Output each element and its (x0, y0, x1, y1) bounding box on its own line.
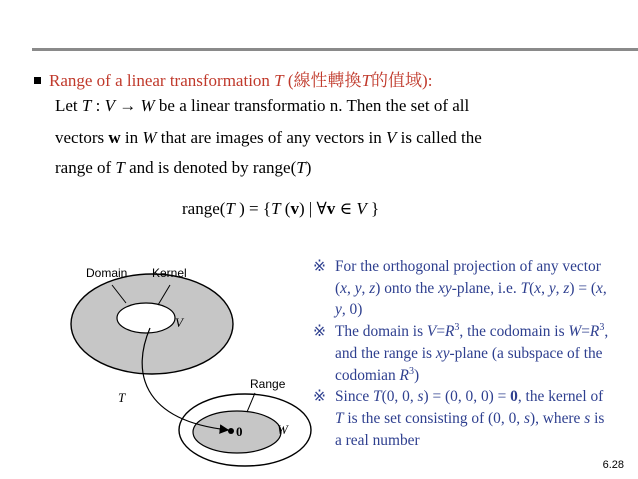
note-text: xy (435, 344, 450, 362)
note-text: 3 (454, 321, 460, 333)
title-close: ): (422, 71, 433, 90)
note-text: 0 (510, 388, 518, 406)
note-text: For the orthogonal projection of any vector ( (335, 258, 601, 297)
formula-vector: v (290, 199, 299, 218)
note-text: R (589, 323, 600, 341)
note-text: z (563, 279, 570, 297)
zero-label: 0 (236, 424, 243, 439)
range-label: Range (250, 377, 286, 391)
note-text: W (568, 323, 582, 341)
note-text: T (520, 279, 530, 297)
def-text: is called the (396, 128, 482, 147)
note-text: x (340, 279, 347, 297)
note-text: y (335, 301, 342, 319)
arrow-symbol: → (115, 96, 141, 115)
note-text: ), where (529, 409, 585, 427)
def-text: that are images of any vectors in (156, 128, 386, 147)
def-vector: w (108, 128, 121, 147)
def-text: and is denoted by range( (124, 158, 297, 177)
title-chinese-2: 的值域 (371, 71, 423, 90)
def-symbol: T (115, 158, 125, 177)
note-text: ) = (0, 0, 0) = (423, 388, 511, 406)
def-text: Let (55, 96, 82, 115)
note-text: y (548, 279, 556, 297)
note-mark-icon: ※ (313, 258, 326, 275)
note-mark-icon: ※ (313, 388, 326, 406)
note-text: The domain is (335, 323, 427, 341)
note-text: ) onto the (375, 279, 439, 297)
note-text: -plane, i.e. (451, 279, 521, 297)
note-text: x (534, 279, 542, 297)
W-label: W (277, 422, 288, 437)
note-text: , (541, 279, 549, 297)
def-text: in (120, 128, 143, 147)
def-text: be a linear transformatio n. Then the set of all (154, 96, 470, 115)
note-text: R (445, 323, 455, 341)
note-mark-icon: ※ (313, 323, 326, 341)
title-symbol: T (274, 71, 284, 90)
note-text: z (369, 279, 376, 297)
domain-label: Domain (86, 266, 128, 280)
note-item (313, 321, 613, 386)
page-number: 6.28 (602, 459, 624, 471)
note-text: is a real number (335, 409, 605, 449)
formula-vector: v (326, 199, 336, 218)
note-text: 3 (599, 321, 605, 333)
def-symbol: V (385, 128, 397, 147)
note-text: = (581, 323, 590, 341)
def-symbol: W (142, 128, 157, 147)
formula-text: range( (182, 199, 226, 218)
def-symbol: T (81, 96, 92, 115)
note-text: (0, 0, (381, 388, 418, 406)
formula-text: ) | ∀ (298, 199, 327, 218)
note-text: -plane (a subspace of the codomian (335, 344, 603, 384)
note-text: s (584, 409, 591, 427)
def-text: vectors (55, 128, 109, 147)
note-item (313, 256, 613, 321)
note-text: R (399, 366, 409, 384)
note-text: , the codomain is (459, 323, 569, 341)
formula-symbol: V (356, 199, 367, 218)
def-text: ) (305, 158, 312, 177)
note-text: ) = ( (569, 279, 596, 297)
notes-list (313, 256, 613, 451)
def-text: range of (55, 158, 116, 177)
note-text: , (555, 279, 564, 297)
kernel-label: Kernel (152, 266, 187, 280)
note-text: , 0) (341, 301, 363, 319)
note-text: , (346, 279, 355, 297)
note-text: , the kernel of (517, 388, 604, 406)
note-item (313, 386, 613, 451)
formula-text: ( (280, 199, 291, 218)
note-text: , (602, 279, 607, 297)
note-text: = (436, 323, 445, 341)
zero-vector-dot (228, 428, 234, 434)
note-text: ( (529, 279, 535, 297)
title-chinese: 線性轉換 (293, 71, 362, 90)
def-symbol: W (140, 96, 155, 115)
note-text: is the set consisting of (0, 0, (343, 409, 524, 427)
note-text: , and the range is (335, 323, 609, 362)
title-text: Range of a linear transformation (49, 71, 275, 90)
kernel-ellipse (117, 303, 175, 333)
note-text: T (373, 388, 382, 406)
def-text: : (91, 96, 105, 115)
note-text: x (596, 279, 603, 297)
T-label: T (118, 390, 126, 405)
note-text: V (426, 323, 437, 341)
formula-symbol: T (225, 199, 235, 218)
note-text: s (523, 409, 530, 427)
note-text: ) (413, 366, 420, 384)
title-paren: ( (283, 71, 294, 90)
note-text: 3 (408, 365, 414, 377)
formula-symbol: T (271, 199, 281, 218)
note-text: y (354, 279, 362, 297)
def-symbol: T (296, 158, 306, 177)
note-text: Since (335, 388, 374, 406)
note-text: s (417, 388, 424, 406)
formula-text: } (366, 199, 380, 218)
note-text: T (335, 409, 344, 427)
note-text: xy (438, 279, 452, 297)
def-symbol: V (104, 96, 115, 115)
title-symbol-2: T (361, 71, 372, 90)
formula-text: ∈ (335, 199, 357, 218)
formula-text: ) = { (234, 199, 272, 218)
note-text: , (361, 279, 370, 297)
V-label: V (175, 315, 183, 330)
